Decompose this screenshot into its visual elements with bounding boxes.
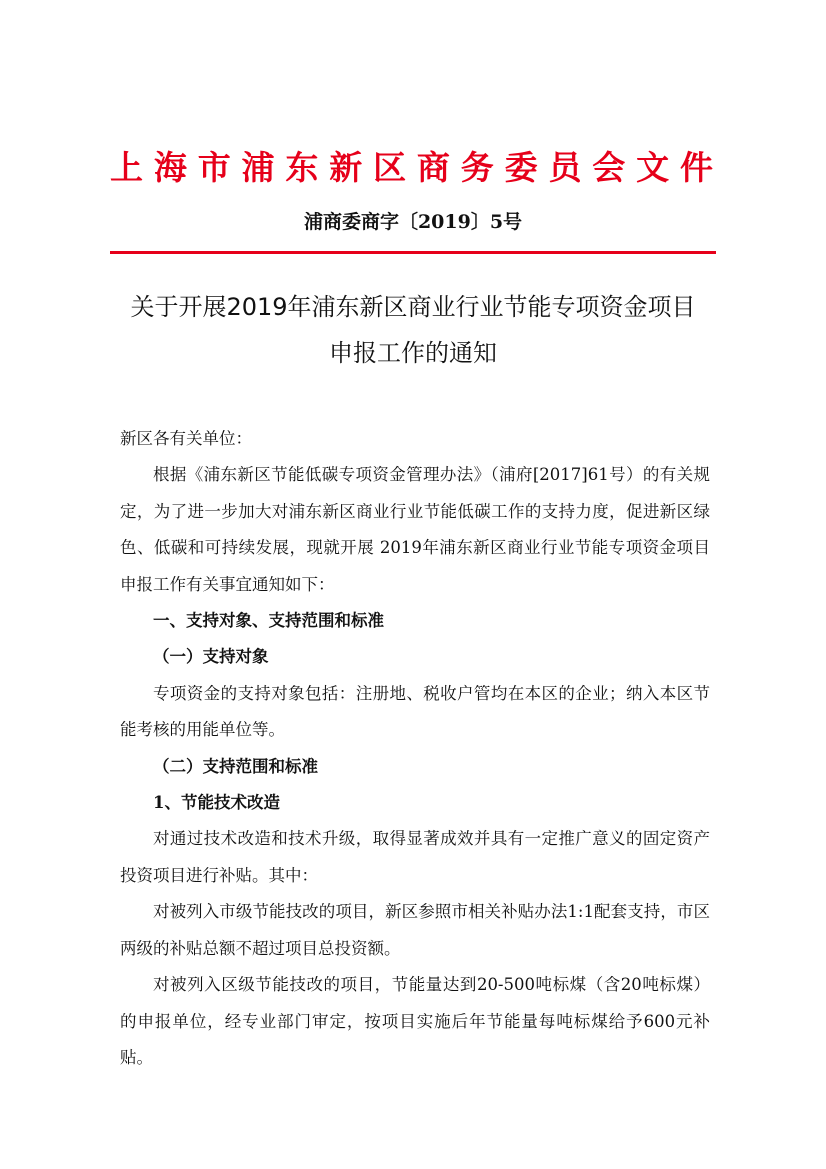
- notice-body: [120, 421, 710, 1076]
- subsection-1-text: 专项资金的支持对象包括：注册地、税收户管均在本区的企业；纳入本区节能考核的用能单位等。: [120, 683, 710, 740]
- section-heading-1: 一、支持对象、支持范围和标准: [153, 611, 384, 631]
- notice-title-line-2: 申报工作的通知: [329, 339, 497, 367]
- item-1-paragraph-1: 对通过技术改造和技术升级，取得显著成效并具有一定推广意义的固定资产投资项目进行补贴。其中：: [120, 829, 710, 885]
- red-divider-line: [110, 251, 716, 254]
- subsection-heading-1: （一）支持对象: [153, 647, 269, 667]
- subsection-heading-2: （二）支持范围和标准: [153, 756, 318, 776]
- intro-paragraph: 根据《浦东新区节能低碳专项资金管理办法》（浦府[2017]61号）的有关规定，为了进一步加大对浦东新区商业行业节能低碳工作的支持力度，促进新区绿色、低碳和可持续发展，现就开展 2019年浦东新区商业行业节能专项资金项目申报工作有关事宜通知如下：: [120, 465, 710, 594]
- item-1-paragraph-2: 对被列入市级节能技改的项目，新区参照市相关补贴办法1:1配套支持，市区两级的补贴总额不超过项目总投资额。: [120, 902, 710, 958]
- salutation: 新区各有关单位：: [120, 429, 252, 448]
- item-1-paragraph-3: 对被列入区级节能技改的项目，节能量达到20-500吨标煤（含20吨标煤）的申报单位，经专业部门审定，按项目实施后年节能量每吨标煤给予600元补贴。: [120, 975, 710, 1067]
- notice-title: [0, 284, 826, 376]
- document-number: 浦商委商字〔2019〕5号: [303, 211, 523, 233]
- notice-title-line-1: 关于开展2019年浦东新区商业行业节能专项资金项目: [130, 293, 696, 321]
- item-heading-1: 1、节能技术改造: [153, 793, 280, 813]
- issuing-agency-header: 上海市浦东新区商务委员会文件: [110, 148, 716, 187]
